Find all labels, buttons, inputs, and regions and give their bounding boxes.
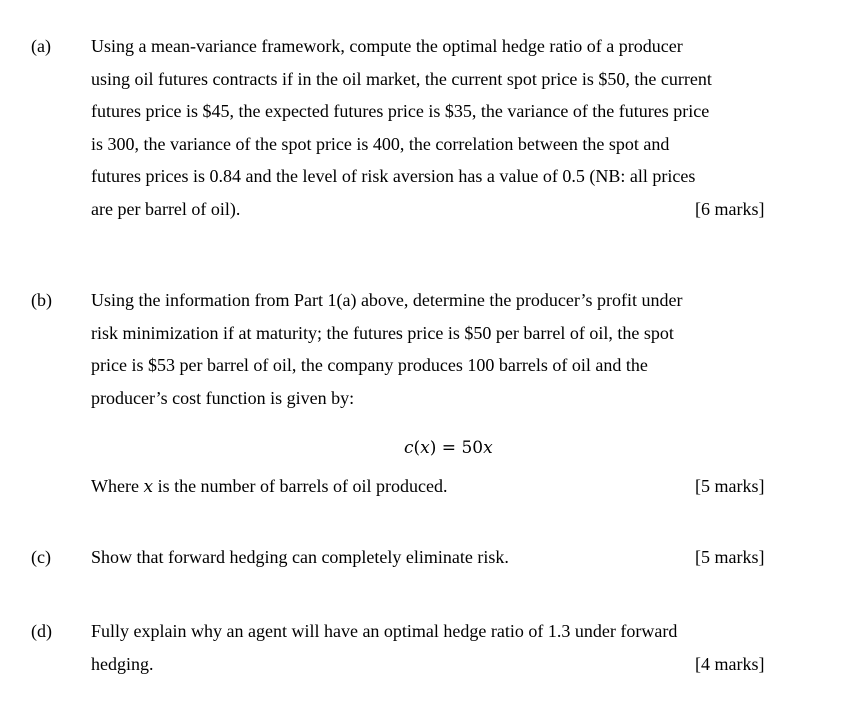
text-line: futures prices is 0.84 and the level of risk aversion has a value of 0.5 (NB: all prices bbox=[91, 166, 696, 186]
text-line: hedging. bbox=[91, 653, 154, 674]
marks-label: [5 marks] bbox=[695, 547, 765, 567]
where-line bbox=[91, 470, 831, 503]
text-line: futures price is $45, the expected futures price is $35, the variance of the futures price bbox=[91, 101, 710, 121]
formula-function: c bbox=[404, 438, 414, 458]
text-line: Fully explain why an agent will have an optimal hedge ratio of 1.3 under forward bbox=[91, 621, 678, 641]
question-text bbox=[91, 284, 831, 414]
text-line: price is $53 per barrel of oil, the company produces 100 barrels of oil and the bbox=[91, 355, 648, 375]
text-line: producer’s cost function is given by: bbox=[91, 387, 355, 408]
question-text bbox=[91, 615, 831, 680]
text-line: is 300, the variance of the spot price is 400, the correlation between the spot and bbox=[91, 133, 670, 154]
marks-label: [6 marks] bbox=[695, 198, 765, 219]
where-prefix: Where bbox=[91, 476, 144, 496]
marks-label: [4 marks] bbox=[695, 653, 765, 674]
text-line: Using the information from Part 1(a) above, determine the producer’s profit under bbox=[91, 290, 683, 310]
formula-argument: x bbox=[420, 438, 430, 458]
question-label: (a) bbox=[31, 36, 51, 56]
text-line: Using a mean-variance framework, compute the optimal hedge ratio of a producer bbox=[91, 36, 683, 56]
text-line: Show that forward hedging can completely eliminate risk. bbox=[91, 547, 509, 567]
marks-label: [5 marks] bbox=[695, 476, 765, 496]
text-line: using oil futures contracts if in the oil market, the current spot price is $50, the current bbox=[91, 68, 712, 89]
text-line: risk minimization if at maturity; the futures price is $50 per barrel of oil, the spot bbox=[91, 322, 674, 343]
where-suffix: is the number of barrels of oil produced. bbox=[153, 476, 448, 496]
cost-function-formula: c(x) = 50x bbox=[404, 438, 493, 458]
where-variable: x bbox=[143, 477, 154, 497]
question-text bbox=[91, 541, 831, 574]
question-text bbox=[91, 30, 831, 225]
text-line-last bbox=[91, 193, 831, 226]
formula-variable: x bbox=[483, 438, 493, 458]
question-label: (b) bbox=[31, 290, 52, 310]
question-label: (d) bbox=[31, 621, 52, 641]
formula-equals: = 50 bbox=[436, 438, 484, 458]
question-label: (c) bbox=[31, 547, 51, 567]
text-line: are per barrel of oil). bbox=[91, 198, 241, 219]
